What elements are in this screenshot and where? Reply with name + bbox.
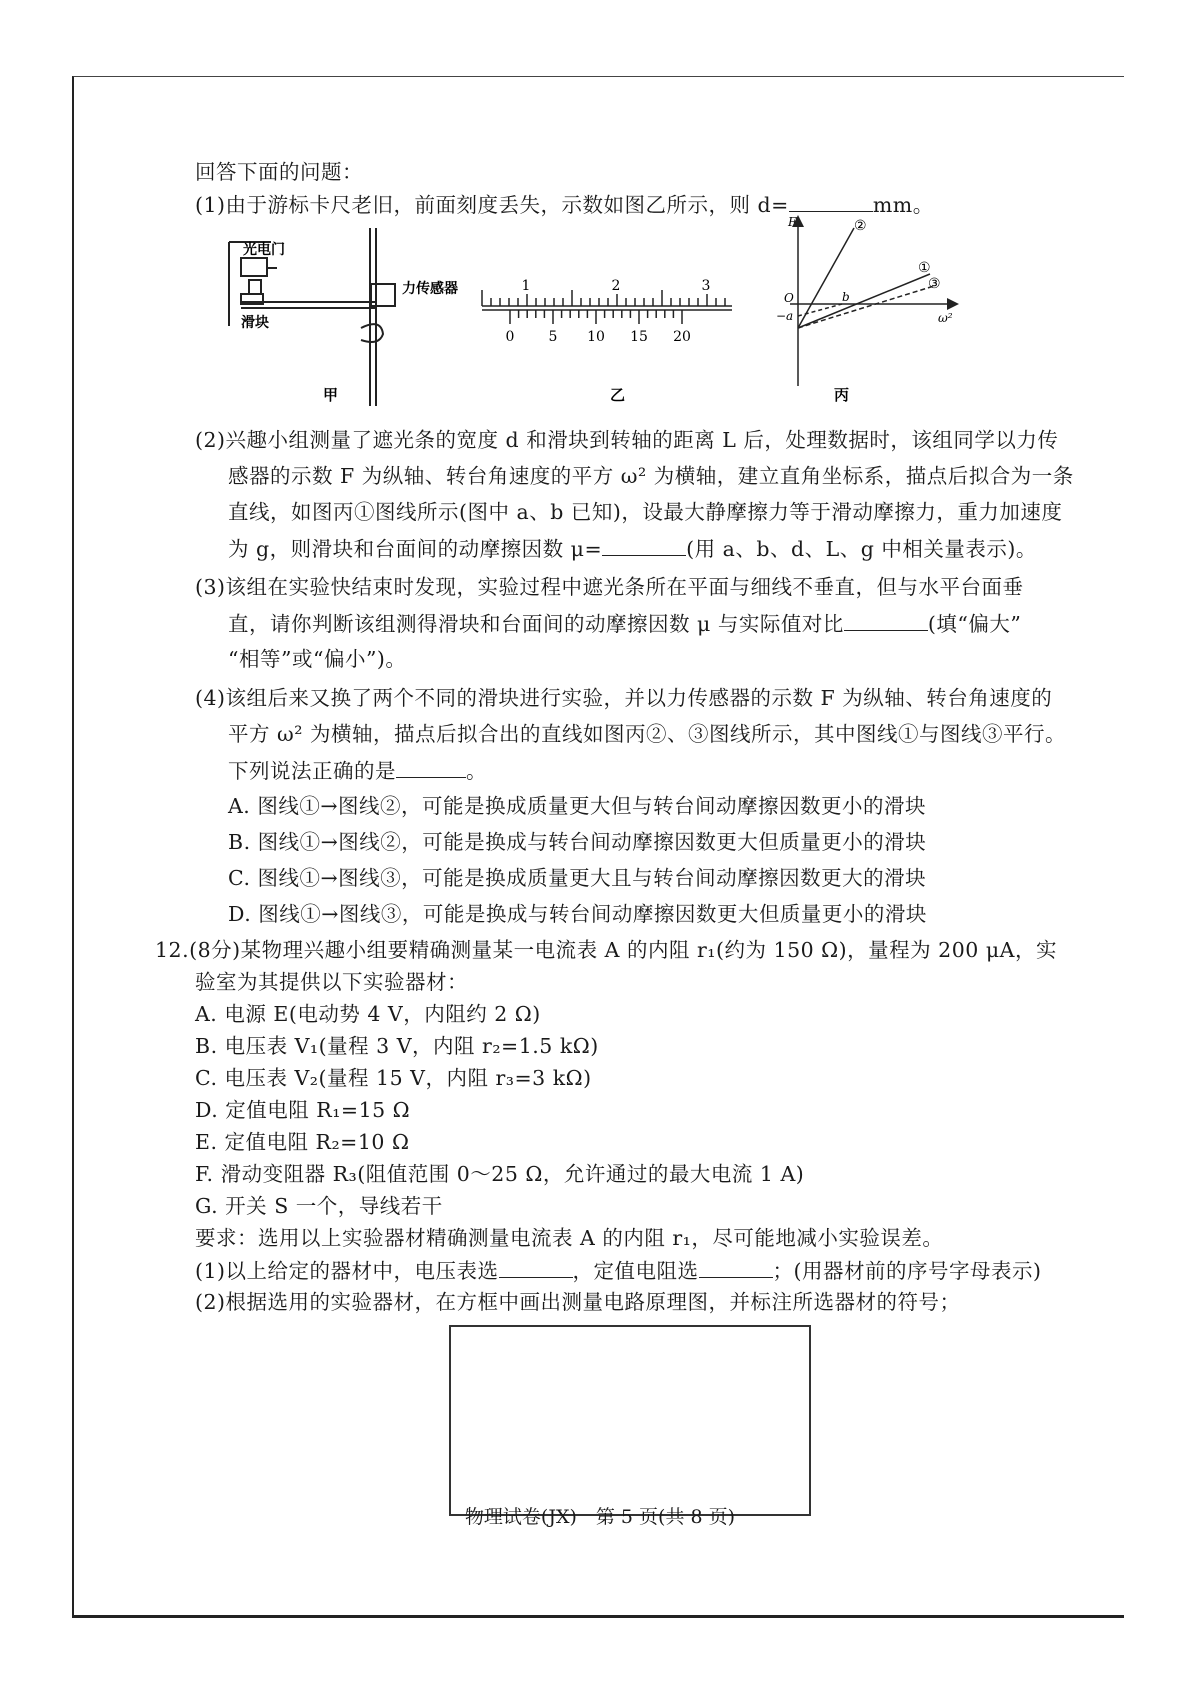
q11-part4-tail: 。 — [466, 759, 487, 783]
page-footer: 物理试卷(JX) 第 5 页(共 8 页) — [464, 1506, 736, 1528]
option-b: B. 图线①→图线②，可能是换成与转台间动摩擦因数更大但质量更小的滑块 — [228, 830, 927, 854]
q11-part2-tail: (用 a、b、d、L、g 中相关量表示)。 — [686, 537, 1037, 561]
figures-row — [215, 215, 1045, 406]
label-slider: 滑块 — [241, 315, 269, 331]
q11-part4-line3 — [228, 755, 487, 786]
answer-blank-compare[interactable] — [844, 608, 928, 631]
q11-part3-line2 — [228, 608, 1021, 639]
main-scale-3: 3 — [701, 278, 711, 294]
answer-blank-mu[interactable] — [602, 533, 686, 556]
answer-blank-resistor[interactable] — [699, 1255, 773, 1278]
equipment-d: D. 定值电阻 R₁=15 Ω — [195, 1098, 411, 1122]
q11-part3-line3: “相等”或“偏小”)。 — [228, 647, 407, 671]
main-scale-2: 2 — [611, 278, 621, 294]
vernier-5: 5 — [548, 329, 558, 345]
q11-part4-line1: (4)该组后来又换了两个不同的滑块进行实验，并以力传感器的示数 F 为纵轴、转台角速度的 — [195, 686, 1053, 710]
origin-O: O — [784, 291, 794, 305]
axis-omega-squared: ω² — [938, 311, 953, 325]
axis-F: F — [788, 215, 797, 229]
q11-part2-line1: (2)兴趣小组测量了遮光条的宽度 d 和滑块到转轴的距离 L 后，处理数据时，该组同学以力传 — [195, 428, 1059, 452]
q12-part2: (2)根据选用的实验器材，在方框中画出测量电路原理图，并标注所选器材的符号； — [195, 1290, 961, 1314]
circuit-drawing-box[interactable] — [449, 1325, 811, 1516]
q12-requirement: 要求：选用以上实验器材精确测量电流表 A 的内阻 r₁，尽可能地减小实验误差。 — [195, 1226, 944, 1250]
equipment-a: A. 电源 E(电动势 4 V，内阻约 2 Ω) — [195, 1002, 541, 1026]
curve-1-label: ① — [918, 260, 931, 276]
q11-part2-line2: 感器的示数 F 为纵轴、转台角速度的平方 ω² 为横轴，建立直角坐标系，描点后拟合为一条 — [228, 464, 1074, 488]
equipment-b: B. 电压表 V₁(量程 3 V，内阻 r₂=1.5 kΩ) — [195, 1034, 599, 1058]
answer-blank-d[interactable] — [789, 189, 873, 212]
q12-part1-tail: ；(用器材前的序号字母表示) — [772, 1259, 1042, 1283]
vernier-20: 20 — [673, 329, 691, 345]
caption-yi: 乙 — [610, 386, 626, 404]
answer-blank-voltmeter[interactable] — [499, 1255, 573, 1278]
q12-part1-mid: ，定值电阻选 — [572, 1259, 699, 1283]
q11-part4-line2: 平方 ω² 为横轴，描点后拟合出的直线如图丙②、③图线所示，其中图线①与图线③平行。 — [228, 722, 1066, 746]
option-d: D. 图线①→图线③，可能是换成与转台间动摩擦因数更大但质量更小的滑块 — [228, 902, 927, 926]
label-minus-a: −a — [776, 309, 794, 323]
q11-part3-line1: (3)该组在实验快结束时发现，实验过程中遮光条所在平面与细线不垂直，但与水平台面垂 — [195, 575, 1024, 599]
q11-part1-text: (1)由于游标卡尺老旧，前面刻度丢失，示数如图乙所示，则 d= — [195, 193, 789, 217]
q12-part1 — [195, 1255, 1042, 1286]
label-force-sensor: 力传感器 — [402, 281, 458, 297]
curve-2-label: ② — [854, 218, 867, 234]
q11-part2-text: 为 g，则滑块和台面间的动摩擦因数 μ= — [228, 537, 603, 561]
caption-jia: 甲 — [323, 386, 339, 404]
q11-part3-tail: (填“偏大” — [927, 612, 1022, 636]
figure-jia — [215, 228, 485, 406]
equipment-e: E. 定值电阻 R₂=10 Ω — [195, 1130, 410, 1154]
main-scale-1: 1 — [521, 278, 531, 294]
vernier-15: 15 — [630, 329, 648, 345]
figure-bing — [770, 210, 970, 406]
q12-line2: 验室为其提供以下实验器材： — [195, 970, 468, 994]
vernier-10: 10 — [587, 329, 605, 345]
q12-line1: 12.(8分)某物理兴趣小组要精确测量某一电流表 A 的内阻 r₁(约为 150 Ω)，量程为 200 μA，实 — [155, 938, 1057, 962]
q11-part2-line3: 直线，如图丙①图线所示(图中 a、b 已知)，设最大静摩擦力等于滑动摩擦力，重力加速度 — [228, 500, 1063, 524]
equipment-f: F. 滑动变阻器 R₃(阻值范围 0～25 Ω，允许通过的最大电流 1 A) — [195, 1162, 805, 1186]
label-b: b — [842, 290, 850, 304]
equipment-g: G. 开关 S 一个，导线若干 — [195, 1194, 443, 1218]
option-c: C. 图线①→图线③，可能是换成质量更大且与转台间动摩擦因数更大的滑块 — [228, 866, 927, 890]
option-a: A. 图线①→图线②，可能是换成质量更大但与转台间动摩擦因数更小的滑块 — [228, 794, 927, 818]
q11-part1-unit: mm。 — [872, 193, 934, 217]
q11-part4-text: 下列说法正确的是 — [228, 759, 396, 783]
vernier-0: 0 — [505, 329, 515, 345]
q11-part3-text: 直，请你判断该组测得滑块和台面间的动摩擦因数 μ 与实际值对比 — [228, 612, 844, 636]
q11-part2-line4 — [228, 533, 1037, 564]
caption-bing: 丙 — [834, 386, 850, 404]
equipment-c: C. 电压表 V₂(量程 15 V，内阻 r₃=3 kΩ) — [195, 1066, 592, 1090]
answer-blank-choice[interactable] — [396, 755, 466, 778]
q12-part1-text: (1)以上给定的器材中，电压表选 — [195, 1259, 499, 1283]
label-photogate: 光电门 — [243, 242, 285, 258]
curve-3-label: ③ — [928, 276, 941, 292]
figure-yi — [480, 228, 750, 406]
intro-text: 回答下面的问题： — [195, 160, 363, 184]
